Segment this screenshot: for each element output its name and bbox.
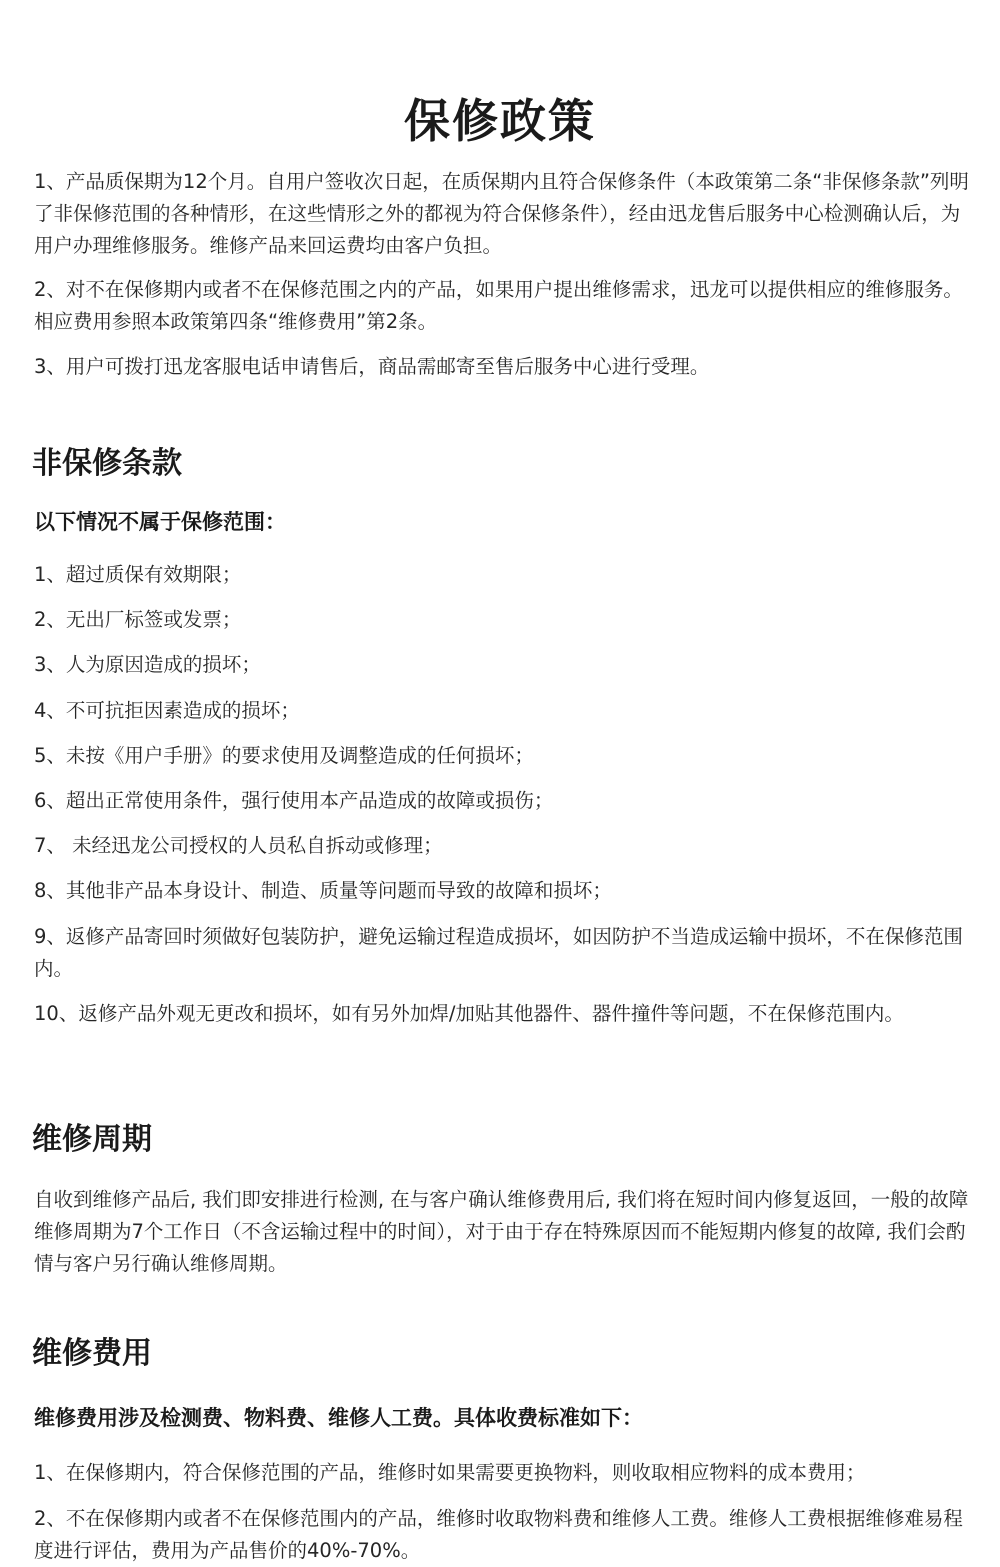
list-item: 6、超出正常使用条件，强行使用本产品造成的故障或损伤；	[34, 789, 554, 812]
intro-paragraph-2: 2、对不在保修期内或者不在保修范围之内的产品，如果用户提出维修需求，迅龙可以提供相应的维修服务。相应费用参照本政策第四条“维修费用”第2条。	[34, 278, 963, 333]
list-item: 3、人为原因造成的损坏；	[34, 653, 261, 676]
list-item: 10、返修产品外观无更改和损坏，如有另外加焊/加贴其他器件、器件撞件等问题，不在保修范围内。	[34, 1002, 904, 1025]
repair-cycle-paragraph: 自收到维修产品后, 我们即安排进行检测, 在与客户确认维修费用后, 我们将在短时间内修复返回，一般的故障维修周期为7个工作日（不含运输过程中的时间），对于由于存在特殊原因而不能短期内修复的故障, 我们会酌情与客户另行确认维修周期。	[34, 1188, 969, 1275]
list-item: 9、返修产品寄回时须做好包装防护，避免运输过程造成损坏，如因防护不当造成运输中损坏，不在保修范围内。	[34, 925, 963, 980]
repair-fee-subheading: 维修费用涉及检测费、物料费、维修人工费。具体收费标准如下：	[34, 1406, 643, 1430]
list-item: 1、在保修期内，符合保修范围的产品，维修时如果需要更换物料，则收取相应物料的成本费用；	[34, 1461, 866, 1484]
section-heading-repair-cycle: 维修周期	[32, 1122, 152, 1157]
list-item: 7、 未经迅龙公司授权的人员私自拆动或修理；	[34, 834, 443, 857]
page-title: 保修政策	[404, 93, 596, 148]
intro-paragraph-3: 3、用户可拨打迅龙客服电话申请售后，商品需邮寄至售后服务中心进行受理。	[34, 355, 710, 378]
list-item: 4、不可抗拒因素造成的损坏；	[34, 699, 300, 722]
list-item: 2、无出厂标签或发票；	[34, 608, 242, 631]
section-heading-non-warranty: 非保修条款	[32, 446, 182, 481]
list-item: 1、超过质保有效期限；	[34, 563, 242, 586]
intro-paragraph-1: 1、产品质保期为12个月。自用户签收次日起，在质保期内且符合保修条件（本政策第二条“非保修条款”列明了非保修范围的各种情形，在这些情形之外的都视为符合保修条件），经由迅龙售后服务中心检测确认后，为用户办理维修服务。维修产品来回运费均由客户负担。	[34, 170, 969, 257]
list-item: 5、未按《用户手册》的要求使用及调整造成的任何损坏；	[34, 744, 534, 767]
section-heading-repair-fee: 维修费用	[32, 1336, 152, 1371]
list-item: 2、不在保修期内或者不在保修范围内的产品，维修时收取物料费和维修人工费。维修人工费根据维修难易程度进行评估，费用为产品售价的40%-70%。	[34, 1507, 963, 1562]
list-item: 8、其他非产品本身设计、制造、质量等问题而导致的故障和损坏；	[34, 879, 612, 902]
non-warranty-subheading: 以下情况不属于保修范围：	[34, 510, 286, 534]
